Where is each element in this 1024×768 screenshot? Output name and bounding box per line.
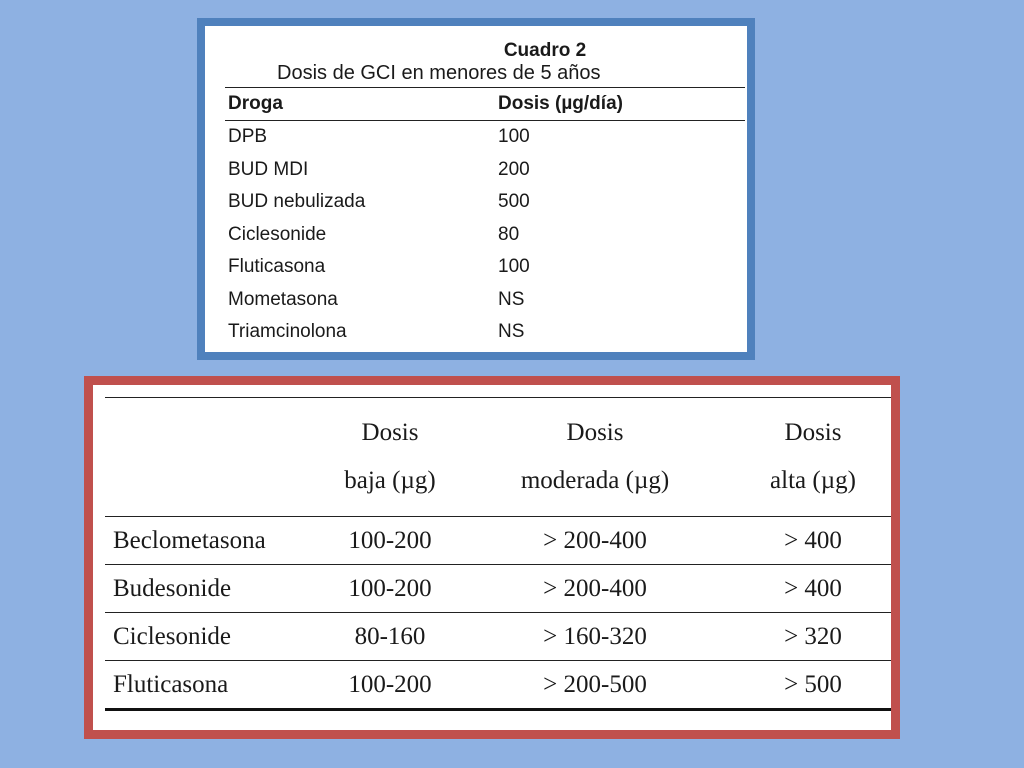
dose-high: > 500 (784, 670, 842, 698)
drug-name: Mometasona (228, 288, 338, 310)
dosis-panel (84, 376, 900, 739)
drug-dose: 200 (498, 158, 530, 180)
table-row (225, 219, 745, 252)
table-row (225, 121, 745, 154)
drug-dose: 80 (498, 223, 520, 245)
dose-high: > 320 (784, 622, 842, 650)
drug-dose: NS (498, 321, 525, 343)
table-row (105, 661, 891, 711)
header-droga: Droga (228, 93, 283, 114)
drug-name: Beclometasona (113, 526, 266, 554)
drug-name: Budesonide (113, 574, 232, 602)
drug-name: Triamcinolona (228, 321, 347, 343)
header-dosis: Dosis (µg/día) (498, 93, 623, 114)
header-line: Dosis (566, 419, 624, 446)
cuadro2-subtitle: Dosis de GCI en menores de 5 años (225, 62, 745, 88)
header-dosis-baja (325, 398, 455, 516)
drug-name: BUD nebulizada (228, 191, 366, 213)
drug-dose: 500 (498, 191, 530, 213)
drug-dose: 100 (498, 126, 530, 148)
cuadro2-panel (197, 18, 755, 360)
table-row (225, 251, 745, 284)
header-dosis-moderada (455, 398, 735, 516)
table-row (105, 517, 891, 565)
dose-moderate: > 200-500 (543, 670, 647, 698)
header-line: baja (µg) (344, 467, 436, 494)
table-row (225, 284, 745, 317)
dose-high: > 400 (784, 574, 842, 602)
header-line: Dosis (361, 419, 419, 446)
dose-moderate: > 160-320 (543, 622, 647, 650)
header-line: alta (µg) (770, 467, 856, 494)
drug-name: Ciclesonide (113, 622, 232, 650)
drug-name: Fluticasona (113, 670, 229, 698)
dose-low: 100-200 (348, 574, 432, 602)
drug-name: Fluticasona (228, 256, 326, 278)
cuadro2-table (225, 40, 745, 349)
table-row (225, 186, 745, 219)
dosis-table (105, 397, 891, 711)
drug-dose: 100 (498, 256, 530, 278)
cuadro2-header-row (225, 88, 745, 121)
header-line: moderada (µg) (520, 467, 670, 494)
table-row (105, 613, 891, 661)
dose-moderate: > 200-400 (543, 526, 647, 554)
table-row (225, 316, 745, 349)
dose-moderate: > 200-400 (543, 574, 647, 602)
table-row (105, 565, 891, 613)
dose-high: > 400 (784, 526, 842, 554)
dose-low: 100-200 (348, 526, 432, 554)
header-line: Dosis (784, 419, 842, 446)
drug-name: Ciclesonide (228, 223, 327, 245)
dosis-header-row (105, 398, 891, 517)
dose-low: 100-200 (348, 670, 432, 698)
dose-low: 80-160 (354, 622, 426, 650)
table-row (225, 154, 745, 187)
cuadro2-title: Cuadro 2 (503, 40, 587, 61)
drug-name: BUD MDI (228, 158, 309, 180)
drug-name: DPB (228, 126, 268, 148)
header-empty (105, 398, 325, 516)
header-dosis-alta (735, 398, 891, 516)
drug-dose: NS (498, 288, 525, 310)
